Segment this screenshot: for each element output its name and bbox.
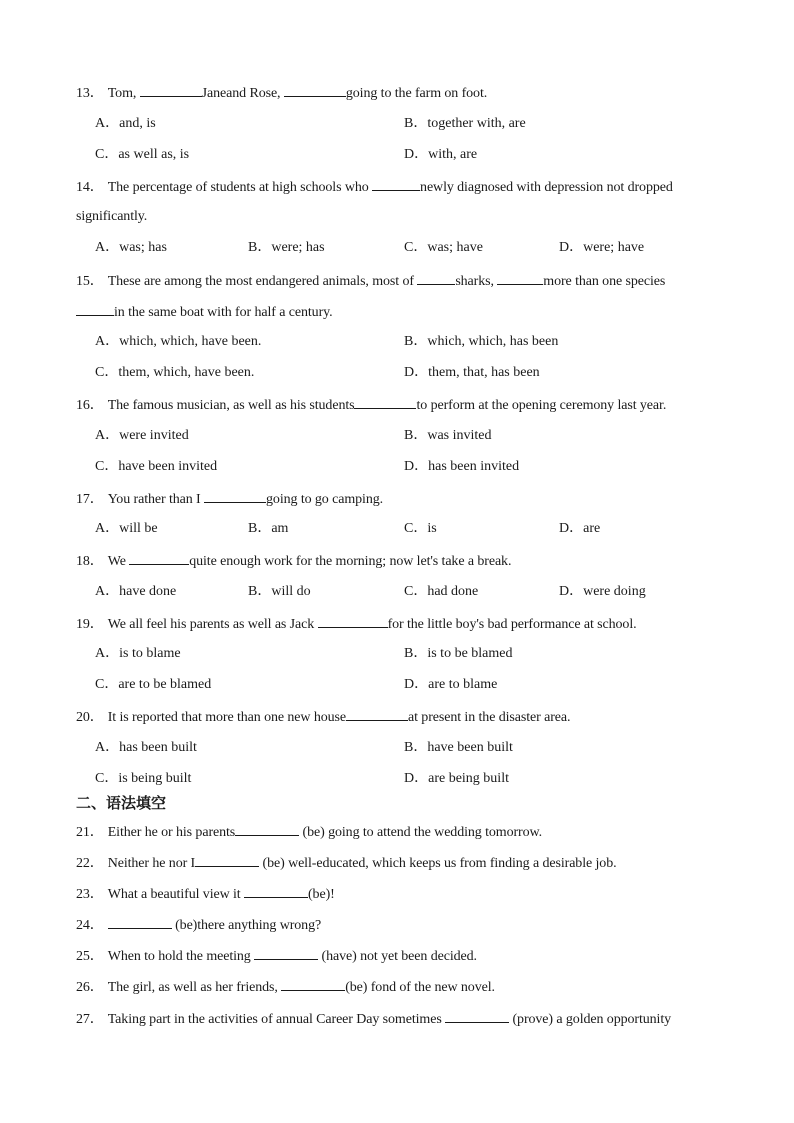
question-text: It is reported that more than one new house <box>107 710 346 725</box>
option-b[interactable]: B．have been built <box>404 740 513 755</box>
question-15 <box>76 272 665 290</box>
question-text: You rather than I <box>107 492 205 507</box>
question-16 <box>76 396 666 414</box>
question-text: These are among the most endangered animals, most of <box>107 274 418 289</box>
option-c[interactable]: C．are to be blamed <box>95 677 212 692</box>
option-a[interactable]: A．and, is <box>95 116 156 131</box>
answer-blank[interactable] <box>140 84 202 97</box>
option-b[interactable]: B．were; has <box>248 240 325 255</box>
option-a[interactable]: A．were invited <box>95 428 189 443</box>
question-text: newly diagnosed with depression not dropped <box>420 180 673 195</box>
question-text: to perform at the opening ceremony last year. <box>416 398 667 413</box>
option-d[interactable]: D．them, that, has been <box>404 365 540 380</box>
question-14-continued: significantly. <box>76 209 148 224</box>
answer-blank[interactable] <box>254 947 318 960</box>
option-b[interactable]: B．will do <box>248 584 311 599</box>
question-number: 27． <box>76 1012 104 1027</box>
question-text: Taking part in the activities of annual Career Day sometimes <box>107 1012 446 1027</box>
option-d[interactable]: D．has been invited <box>404 459 520 474</box>
question-text: Neither he nor I <box>107 856 196 871</box>
question-text: Janeand Rose, <box>201 86 284 101</box>
question-number: 13． <box>76 86 104 101</box>
question-text: in the same boat with for half a century. <box>114 305 333 320</box>
question-text: at present in the disaster area. <box>408 710 571 725</box>
option-d[interactable]: D．are to blame <box>404 677 498 692</box>
option-c[interactable]: C．was; have <box>404 240 483 255</box>
question-13 <box>76 84 487 102</box>
answer-blank[interactable] <box>108 916 172 929</box>
answer-blank[interactable] <box>417 272 455 285</box>
option-d[interactable]: D．were doing <box>559 584 646 599</box>
question-text: sharks, <box>455 274 498 289</box>
option-c[interactable]: C．as well as, is <box>95 147 190 162</box>
question-number: 16． <box>76 398 104 413</box>
option-a[interactable]: A．will be <box>95 521 158 536</box>
answer-blank[interactable] <box>235 823 299 836</box>
question-text: going to go camping. <box>266 492 384 507</box>
question-number: 24． <box>76 918 104 933</box>
question-text: (be)! <box>308 887 335 902</box>
question-number: 18． <box>76 554 104 569</box>
option-a[interactable]: A．has been built <box>95 740 197 755</box>
question-18 <box>76 552 511 570</box>
question-text: The girl, as well as her friends, <box>107 980 282 995</box>
question-text: The famous musician, as well as his students <box>107 398 355 413</box>
question-21 <box>76 823 542 841</box>
question-number: 20． <box>76 710 104 725</box>
question-text: When to hold the meeting <box>107 949 255 964</box>
option-d[interactable]: D．with, are <box>404 147 478 162</box>
answer-blank[interactable] <box>372 178 420 191</box>
answer-blank[interactable] <box>76 303 114 316</box>
question-14 <box>76 178 673 196</box>
question-text: We all feel his parents as well as Jack <box>107 617 318 632</box>
option-b[interactable]: B．is to be blamed <box>404 646 513 661</box>
option-d[interactable]: D．were; have <box>559 240 645 255</box>
question-text: (be)there anything wrong? <box>171 918 322 933</box>
option-d[interactable]: D．are being built <box>404 771 509 786</box>
question-text: (prove) a golden opportunity <box>509 1012 672 1027</box>
question-27 <box>76 1010 671 1028</box>
question-number: 15． <box>76 274 104 289</box>
section-heading: 二、语法填空 <box>76 794 167 812</box>
question-17 <box>76 490 383 508</box>
option-c[interactable]: C．have been invited <box>95 459 218 474</box>
option-d[interactable]: D．are <box>559 521 601 536</box>
option-b[interactable]: B．was invited <box>404 428 492 443</box>
option-a[interactable]: A．is to blame <box>95 646 181 661</box>
option-b[interactable]: B．together with, are <box>404 116 526 131</box>
option-a[interactable]: A．have done <box>95 584 177 599</box>
answer-blank[interactable] <box>445 1010 509 1023</box>
question-number: 26． <box>76 980 104 995</box>
answer-blank[interactable] <box>346 708 408 721</box>
answer-blank[interactable] <box>281 978 345 991</box>
question-text: Either he or his parents <box>107 825 236 840</box>
question-number: 23． <box>76 887 104 902</box>
question-number: 17． <box>76 492 104 507</box>
question-19 <box>76 615 637 633</box>
answer-blank[interactable] <box>497 272 543 285</box>
question-22 <box>76 854 617 872</box>
question-text: We <box>107 554 130 569</box>
answer-blank[interactable] <box>318 615 388 628</box>
question-number: 25． <box>76 949 104 964</box>
question-25 <box>76 947 477 965</box>
answer-blank[interactable] <box>244 885 308 898</box>
question-text: quite enough work for the morning; now let's take a break. <box>189 554 512 569</box>
question-text: The percentage of students at high schools who <box>107 180 373 195</box>
question-number: 19． <box>76 617 104 632</box>
question-text: (have) not yet been decided. <box>318 949 477 964</box>
option-a[interactable]: A．which, which, have been. <box>95 334 262 349</box>
answer-blank[interactable] <box>354 396 416 409</box>
question-number: 21． <box>76 825 104 840</box>
question-text: more than one species <box>543 274 666 289</box>
question-text: Tom, <box>107 86 140 101</box>
answer-blank[interactable] <box>284 84 346 97</box>
question-number: 14． <box>76 180 104 195</box>
option-b[interactable]: B．which, which, has been <box>404 334 559 349</box>
option-c[interactable]: C．had done <box>404 584 479 599</box>
option-b[interactable]: B．am <box>248 521 289 536</box>
question-text: (be) going to attend the wedding tomorrow. <box>299 825 543 840</box>
option-c[interactable]: C．is <box>404 521 437 536</box>
question-text: What a beautiful view it <box>107 887 244 902</box>
question-15-continued <box>76 303 333 321</box>
question-20 <box>76 708 570 726</box>
question-text: for the little boy's bad performance at school. <box>387 617 637 632</box>
question-text: (be) fond of the new novel. <box>345 980 495 995</box>
answer-blank[interactable] <box>129 552 189 565</box>
question-26 <box>76 978 495 996</box>
question-24 <box>76 916 321 934</box>
answer-blank[interactable] <box>195 854 259 867</box>
option-a[interactable]: A．was; has <box>95 240 167 255</box>
question-text: (be) well-educated, which keeps us from finding a desirable job. <box>259 856 617 871</box>
answer-blank[interactable] <box>204 490 266 503</box>
question-text: going to the farm on foot. <box>345 86 488 101</box>
option-c[interactable]: C．is being built <box>95 771 192 786</box>
option-c[interactable]: C．them, which, have been. <box>95 365 255 380</box>
question-23 <box>76 885 335 903</box>
question-number: 22． <box>76 856 104 871</box>
